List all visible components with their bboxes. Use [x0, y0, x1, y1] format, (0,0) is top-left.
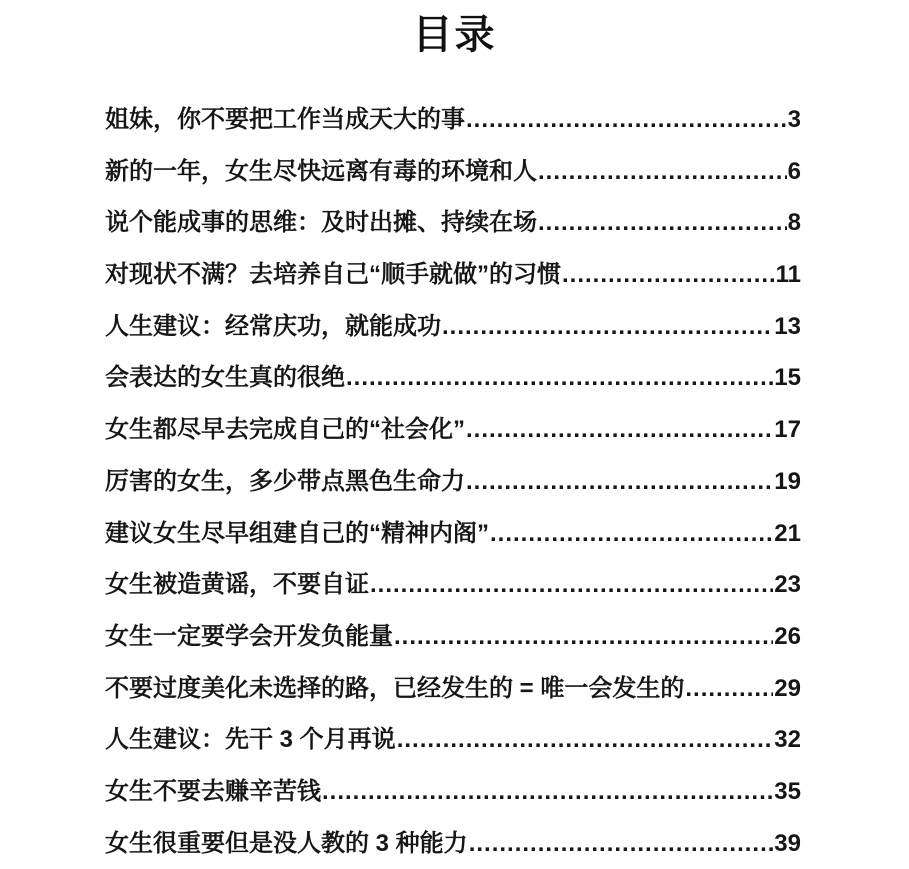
- toc-entry-page: 17: [774, 416, 801, 444]
- toc-entry[interactable]: [105, 818, 801, 869]
- toc-entry-label: 姐妹，你不要把工作当成天大的事: [105, 106, 465, 133]
- dot-leader: [466, 404, 773, 456]
- toc-entry-page: 21: [774, 519, 801, 547]
- toc-entry-page: 19: [774, 467, 801, 495]
- toc-entry-page: 13: [774, 312, 801, 340]
- toc-entry[interactable]: [105, 559, 801, 611]
- toc-entry-label: 新的一年，女生尽快远离有毒的环境和人: [105, 157, 537, 185]
- toc-entry[interactable]: [105, 663, 801, 715]
- toc-entry[interactable]: [105, 611, 801, 663]
- toc-entry-page: 29: [774, 674, 801, 702]
- toc-entry-page: 26: [774, 622, 801, 650]
- toc-entry[interactable]: [105, 249, 801, 301]
- page-title: 目录: [412, 13, 497, 57]
- toc-entry[interactable]: [105, 197, 801, 249]
- dot-leader: [562, 249, 775, 301]
- toc-entry-page: 23: [774, 571, 801, 599]
- dot-leader: [397, 714, 774, 766]
- dot-leader: [346, 352, 773, 404]
- toc-entry[interactable]: [105, 94, 801, 146]
- toc-entry-label: 人生建议：先干 3 个月再说: [105, 726, 396, 754]
- dot-leader: [322, 766, 773, 818]
- toc-entry-page: 6: [787, 157, 801, 185]
- toc-entry-page: 32: [774, 726, 801, 754]
- toc-entry[interactable]: [105, 301, 801, 353]
- dot-leader: [469, 818, 774, 869]
- toc-entry-label: 建议女生尽早组建自己的“精神内阁”: [105, 519, 489, 547]
- dot-leader: [538, 146, 787, 198]
- toc-entry-label: 说个能成事的思维：及时出摊、持续在场: [105, 209, 537, 237]
- toc-entry-page: 39: [774, 829, 801, 857]
- toc-entry-page: 8: [787, 209, 801, 237]
- toc-entry[interactable]: [105, 456, 801, 508]
- dot-leader: [685, 663, 773, 715]
- toc-entry[interactable]: [105, 404, 801, 456]
- dot-leader: [394, 611, 773, 663]
- toc-entry[interactable]: [105, 146, 801, 198]
- toc-entry-page: 15: [774, 364, 801, 392]
- dot-leader: [538, 197, 787, 249]
- toc-entry-label: 人生建议：经常庆功，就能成功: [105, 312, 441, 340]
- dot-leader: [466, 94, 787, 146]
- toc-entry-label: 女生不要去赚辛苦钱: [105, 777, 321, 805]
- toc-entry-label: 对现状不满？去培养自己“顺手就做”的习惯: [105, 261, 561, 289]
- toc-entry-label: 厉害的女生，多少带点黑色生命力: [105, 467, 465, 495]
- toc-entry-page: 3: [787, 106, 801, 133]
- toc-entry-page: 11: [775, 261, 801, 289]
- toc-entry-label: 会表达的女生真的很绝: [105, 364, 345, 392]
- dot-leader: [466, 456, 773, 508]
- toc-entry[interactable]: [105, 352, 801, 404]
- dot-leader: [370, 559, 773, 611]
- dot-leader: [490, 508, 773, 560]
- toc-entry[interactable]: [105, 714, 801, 766]
- toc-entry[interactable]: [105, 508, 801, 560]
- toc-entry-page: 35: [774, 777, 801, 805]
- dot-leader: [442, 301, 773, 353]
- toc-entry-label: 不要过度美化未选择的路，已经发生的 = 唯一会发生的: [105, 674, 685, 702]
- toc-entry-label: 女生一定要学会开发负能量: [105, 622, 393, 650]
- toc-entry-label: 女生很重要但是没人教的 3 种能力: [105, 829, 468, 857]
- toc-list: [0, 94, 909, 869]
- toc-entry-label: 女生都尽早去完成自己的“社会化”: [105, 416, 465, 444]
- toc-entry[interactable]: [105, 766, 801, 818]
- toc-entry-label: 女生被造黄谣，不要自证: [105, 571, 369, 599]
